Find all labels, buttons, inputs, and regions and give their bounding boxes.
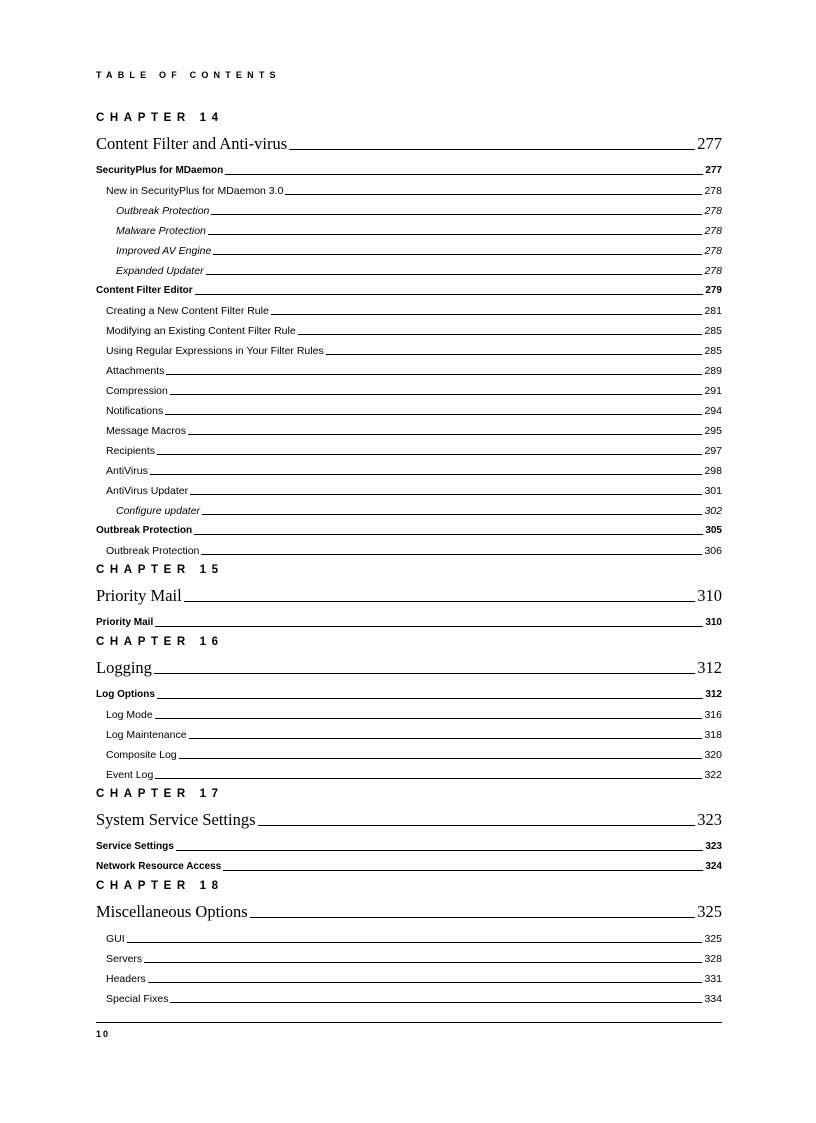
toc-entry-page: 278	[704, 185, 722, 197]
running-header: TABLE OF CONTENTS	[96, 70, 281, 80]
leader-line	[189, 738, 703, 739]
toc-entry[interactable]	[96, 321, 722, 341]
toc-entry-label: Network Resource Access	[96, 861, 222, 872]
toc-entry-page: 277	[697, 134, 722, 153]
toc-entry-label: Using Regular Expressions in Your Filter Rules	[106, 345, 324, 357]
toc-entry-page: 278	[704, 225, 722, 237]
toc-entry-page: 318	[704, 729, 722, 741]
toc-entry-label: Miscellaneous Options	[96, 902, 248, 921]
toc-entry[interactable]	[96, 241, 722, 261]
leader-line	[190, 494, 702, 495]
leader-line	[166, 374, 702, 375]
leader-line	[194, 534, 703, 535]
toc-entry-label: Recipients	[106, 445, 156, 457]
toc-entry-page: 334	[704, 993, 722, 1005]
toc-entry-page: 295	[704, 425, 722, 437]
toc-entry-label: New in SecurityPlus for MDaemon 3.0	[106, 185, 284, 197]
leader-line	[150, 474, 703, 475]
leader-line	[188, 434, 703, 435]
toc-entry[interactable]	[96, 541, 722, 561]
toc-entry-label: Improved AV Engine	[116, 245, 212, 257]
toc-entry-page: 285	[704, 325, 722, 337]
leader-line	[211, 214, 702, 215]
toc-entry-page: 294	[704, 405, 722, 417]
leader-line	[298, 334, 703, 335]
toc-entry-label: Log Maintenance	[106, 729, 187, 741]
toc-entry-label: Compression	[106, 385, 168, 397]
toc-entry-page: 285	[704, 345, 722, 357]
toc-entry[interactable]	[96, 989, 722, 1009]
toc-entry-label: Servers	[106, 953, 143, 965]
toc-entry-page: 328	[704, 953, 722, 965]
chapter-heading: CHAPTER 15	[96, 564, 224, 576]
toc-entry-page: 278	[704, 265, 722, 277]
toc-entry-label: Malware Protection	[116, 225, 206, 237]
toc-entry[interactable]	[96, 401, 722, 421]
leader-line	[225, 174, 703, 175]
chapter-heading: CHAPTER 14	[96, 112, 224, 124]
chapter-title-entry[interactable]	[96, 896, 722, 924]
page-number: 10	[96, 1029, 111, 1039]
toc-entry-page: 323	[697, 810, 722, 829]
leader-line	[176, 850, 704, 851]
leader-line	[195, 294, 704, 295]
leader-line	[208, 234, 703, 235]
toc-entry-page: 316	[704, 709, 722, 721]
toc-entry[interactable]	[96, 281, 722, 301]
toc-entry-page: 277	[705, 165, 722, 176]
toc-entry-label: Service Settings	[96, 841, 174, 852]
toc-entry[interactable]	[96, 441, 722, 461]
toc-entry-label: Content Filter Editor	[96, 285, 193, 296]
chapter-heading: CHAPTER 16	[96, 636, 224, 648]
toc-entry-page: 323	[705, 841, 722, 852]
toc-entry-label: Message Macros	[106, 425, 186, 437]
toc-entry-label: Outbreak Protection	[96, 525, 193, 536]
chapter-heading: CHAPTER 17	[96, 788, 224, 800]
toc-entry-page: 281	[704, 305, 722, 317]
toc-entry-page: 325	[697, 902, 722, 921]
toc-entry[interactable]	[96, 705, 722, 725]
toc-entry-label: Outbreak Protection	[116, 205, 210, 217]
toc-entry-label: GUI	[106, 933, 125, 945]
toc-entry-label: Modifying an Existing Content Filter Rule	[106, 325, 296, 337]
toc-entry-page: 289	[704, 365, 722, 377]
leader-line	[184, 601, 696, 602]
toc-entry[interactable]	[96, 725, 722, 745]
toc-entry-page: 306	[704, 545, 722, 557]
toc-entry-page: 302	[704, 505, 722, 517]
toc-entry[interactable]	[96, 613, 722, 633]
toc-entry[interactable]	[96, 521, 722, 541]
toc-entry[interactable]	[96, 261, 722, 281]
toc-entry-label: Attachments	[106, 365, 165, 377]
leader-line	[170, 394, 703, 395]
toc-entry[interactable]	[96, 221, 722, 241]
toc-entry-label: Priority Mail	[96, 586, 182, 605]
toc-entry[interactable]	[96, 501, 722, 521]
toc-entry[interactable]	[96, 301, 722, 321]
chapter-heading: CHAPTER 18	[96, 880, 224, 892]
toc-entry-label: Content Filter and Anti-virus	[96, 134, 288, 153]
leader-line	[250, 917, 696, 918]
toc-entry[interactable]	[96, 929, 722, 949]
toc-entry-label: AntiVirus	[106, 465, 148, 477]
toc-entry[interactable]	[96, 421, 722, 441]
toc-entry[interactable]	[96, 361, 722, 381]
leader-line	[271, 314, 703, 315]
toc-entry-label: Creating a New Content Filter Rule	[106, 305, 269, 317]
leader-line	[202, 514, 702, 515]
toc-entry[interactable]	[96, 765, 722, 785]
leader-line	[201, 554, 702, 555]
leader-line	[144, 962, 702, 963]
toc-entry-page: 279	[705, 285, 722, 296]
leader-line	[165, 414, 702, 415]
leader-line	[289, 149, 695, 150]
toc-entry-page: 325	[704, 933, 722, 945]
toc-entry-label: Logging	[96, 658, 152, 677]
leader-line	[157, 698, 703, 699]
toc-entry[interactable]	[96, 481, 722, 501]
toc-entry[interactable]	[96, 201, 722, 221]
toc-entry[interactable]	[96, 857, 722, 877]
toc-entry-label: Outbreak Protection	[106, 545, 200, 557]
toc-entry[interactable]	[96, 969, 722, 989]
chapter-title-entry[interactable]	[96, 652, 722, 680]
leader-line	[127, 942, 703, 943]
leader-line	[223, 870, 703, 871]
toc-entry-page: 291	[704, 385, 722, 397]
toc-entry-page: 310	[697, 586, 722, 605]
toc-entry[interactable]	[96, 745, 722, 765]
toc-entry[interactable]	[96, 949, 722, 969]
leader-line	[285, 194, 702, 195]
toc-entry-page: 278	[704, 245, 722, 257]
toc-entry[interactable]	[96, 685, 722, 705]
toc-entry-label: Log Options	[96, 689, 155, 700]
toc-entry[interactable]	[96, 181, 722, 201]
toc-entry-page: 320	[704, 749, 722, 761]
toc-entry-page: 305	[705, 525, 722, 536]
toc-entry-page: 297	[704, 445, 722, 457]
toc-entry-label: Headers	[106, 973, 146, 985]
toc-entry-label: Expanded Updater	[116, 265, 204, 277]
toc-entry-page: 278	[704, 205, 722, 217]
toc-entry-label: AntiVirus Updater	[106, 485, 189, 497]
leader-line	[326, 354, 703, 355]
leader-line	[155, 626, 703, 627]
toc-entry-page: 312	[705, 689, 722, 700]
toc-entry-label: SecurityPlus for MDaemon	[96, 165, 224, 176]
table-of-contents	[96, 109, 722, 1009]
leader-line	[155, 718, 703, 719]
leader-line	[179, 758, 703, 759]
toc-entry[interactable]	[96, 341, 722, 361]
toc-entry-label: Event Log	[106, 769, 154, 781]
toc-entry[interactable]	[96, 837, 722, 857]
leader-line	[154, 673, 695, 674]
toc-entry[interactable]	[96, 381, 722, 401]
chapter-title-entry[interactable]	[96, 580, 722, 608]
toc-entry-page: 324	[705, 861, 722, 872]
toc-entry-page: 322	[704, 769, 722, 781]
toc-entry-label: Notifications	[106, 405, 164, 417]
leader-line	[170, 1002, 702, 1003]
toc-entry-label: Special Fixes	[106, 993, 169, 1005]
toc-entry[interactable]	[96, 161, 722, 181]
toc-entry-page: 312	[697, 658, 722, 677]
toc-entry-label: Log Mode	[106, 709, 153, 721]
toc-entry-label: Composite Log	[106, 749, 177, 761]
footer-rule	[96, 1022, 722, 1023]
toc-entry-label: System Service Settings	[96, 810, 256, 829]
chapter-title-entry[interactable]	[96, 128, 722, 156]
toc-entry[interactable]	[96, 461, 722, 481]
toc-entry-label: Configure updater	[116, 505, 201, 517]
leader-line	[213, 254, 702, 255]
leader-line	[155, 778, 702, 779]
leader-line	[148, 982, 703, 983]
toc-entry-page: 331	[704, 973, 722, 985]
toc-entry-page: 310	[705, 617, 722, 628]
toc-entry-label: Priority Mail	[96, 617, 154, 628]
leader-line	[157, 454, 702, 455]
leader-line	[206, 274, 703, 275]
chapter-title-entry[interactable]	[96, 804, 722, 832]
toc-entry-page: 301	[704, 485, 722, 497]
toc-entry-page: 298	[704, 465, 722, 477]
leader-line	[258, 825, 696, 826]
